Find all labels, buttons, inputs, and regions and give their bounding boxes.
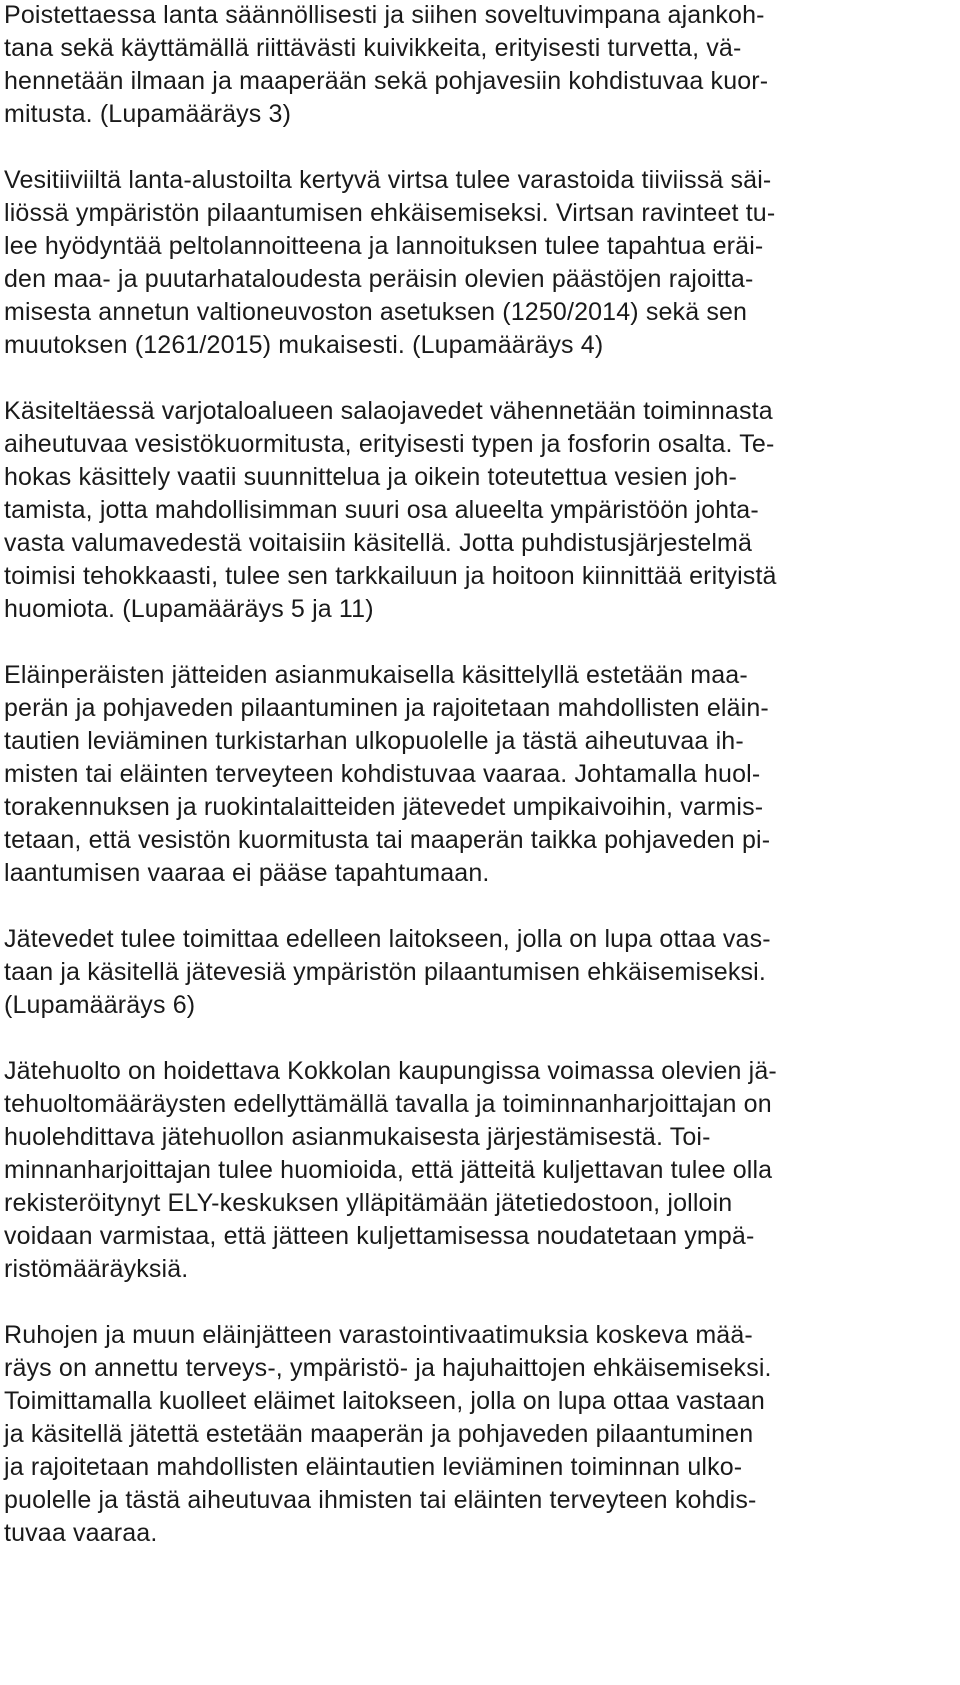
text-line: aiheutuvaa vesistökuormitusta, erityisesti typen ja fosforin osalta. Te-: [4, 430, 775, 458]
text-line: räys on annettu terveys-, ympäristö- ja hajuhaittojen ehkäisemiseksi.: [4, 1354, 772, 1382]
text-line: tehuoltomääräysten edellyttämällä tavalla ja toiminnanharjoittajan on: [4, 1090, 772, 1118]
text-line: tetaan, että vesistön kuormitusta tai maaperän taikka pohjaveden pi-: [4, 826, 771, 854]
text-line: ja rajoitetaan mahdollisten eläintautien leviäminen toiminnan ulko-: [4, 1453, 743, 1481]
text-line: liössä ympäristön pilaantumisen ehkäisemiseksi. Virtsan ravinteet tu-: [4, 199, 776, 227]
text-line: Eläinperäisten jätteiden asianmukaisella käsittelyllä estetään maa-: [4, 661, 748, 689]
text-line: hokas käsittely vaatii suunnittelua ja oikein toteutettua vesien joh-: [4, 463, 738, 491]
text-line: muutoksen (1261/2015) mukaisesti. (Lupamääräys 4): [4, 331, 604, 359]
text-line: puolelle ja tästä aiheutuvaa ihmisten tai eläinten terveyteen kohdis-: [4, 1486, 757, 1514]
text-line: minnanharjoittajan tulee huomioida, että jätteitä kuljettavan tulee olla: [4, 1156, 773, 1184]
text-line: rekisteröitynyt ELY-keskuksen ylläpitämään jätetiedostoon, jolloin: [4, 1189, 733, 1217]
text-line: misesta annetun valtioneuvoston asetuksen (1250/2014) sekä sen: [4, 298, 748, 326]
text-line: taan ja käsitellä jätevesiä ympäristön pilaantumisen ehkäisemiseksi.: [4, 958, 766, 986]
text-line: tautien leviäminen turkistarhan ulkopuolelle ja tästä aiheutuvaa ih-: [4, 727, 744, 755]
text-line: laantumisen vaaraa ei pääse tapahtumaan.: [4, 859, 490, 887]
text-line: tamista, jotta mahdollisimman suuri osa alueelta ympäristöön johta-: [4, 496, 759, 524]
text-line: lee hyödyntää peltolannoitteena ja lannoituksen tulee tapahtua eräi-: [4, 232, 764, 260]
text-line: Ruhojen ja muun eläinjätteen varastointivaatimuksia koskeva mää-: [4, 1321, 753, 1349]
text-line: Jätevedet tulee toimittaa edelleen laitokseen, jolla on lupa ottaa vas-: [4, 925, 771, 953]
text-line: mitusta. (Lupamääräys 3): [4, 100, 292, 128]
text-line: huomiota. (Lupamääräys 5 ja 11): [4, 595, 374, 623]
text-line: Poistettaessa lanta säännöllisesti ja siihen soveltuvimpana ajankoh-: [4, 1, 765, 29]
text-line: ja käsitellä jätettä estetään maaperän ja pohjaveden pilaantuminen: [4, 1420, 754, 1448]
text-line: tana sekä käyttämällä riittävästi kuivikkeita, erityisesti turvetta, vä-: [4, 34, 742, 62]
text-line: (Lupamääräys 6): [4, 991, 196, 1019]
text-line: toimisi tehokkaasti, tulee sen tarkkailuun ja hoitoon kiinnittää erityistä: [4, 562, 777, 590]
text-line: Käsiteltäessä varjotaloalueen salaojavedet vähennetään toiminnasta: [4, 397, 773, 425]
text-line: torakennuksen ja ruokintalaitteiden jätevedet umpikaivoihin, varmis-: [4, 793, 764, 821]
text-line: Jätehuolto on hoidettava Kokkolan kaupungissa voimassa olevien jä-: [4, 1057, 777, 1085]
text-line: perän ja pohjaveden pilaantuminen ja rajoitetaan mahdollisten eläin-: [4, 694, 769, 722]
text-line: voidaan varmistaa, että jätteen kuljettamisessa noudatetaan ympä-: [4, 1222, 755, 1250]
text-line: Toimittamalla kuolleet eläimet laitokseen, jolla on lupa ottaa vastaan: [4, 1387, 765, 1415]
text-line: den maa- ja puutarhataloudesta peräisin olevien päästöjen rajoitta-: [4, 265, 754, 293]
text-line: misten tai eläinten terveyteen kohdistuvaa vaaraa. Johtamalla huol-: [4, 760, 761, 788]
text-line: tuvaa vaaraa.: [4, 1519, 158, 1547]
text-line: vasta valumavedestä voitaisiin käsitellä. Jotta puhdistusjärjestelmä: [4, 529, 753, 557]
text-line: Vesitiiviiltä lanta-alustoilta kertyvä virtsa tulee varastoida tiiviissä säi-: [4, 166, 772, 194]
text-line: ristömääräyksiä.: [4, 1255, 189, 1283]
text-line: hennetään ilmaan ja maaperään sekä pohjavesiin kohdistuvaa kuor-: [4, 67, 769, 95]
text-line: huolehdittava jätehuollon asianmukaisesta järjestämisestä. Toi-: [4, 1123, 711, 1151]
